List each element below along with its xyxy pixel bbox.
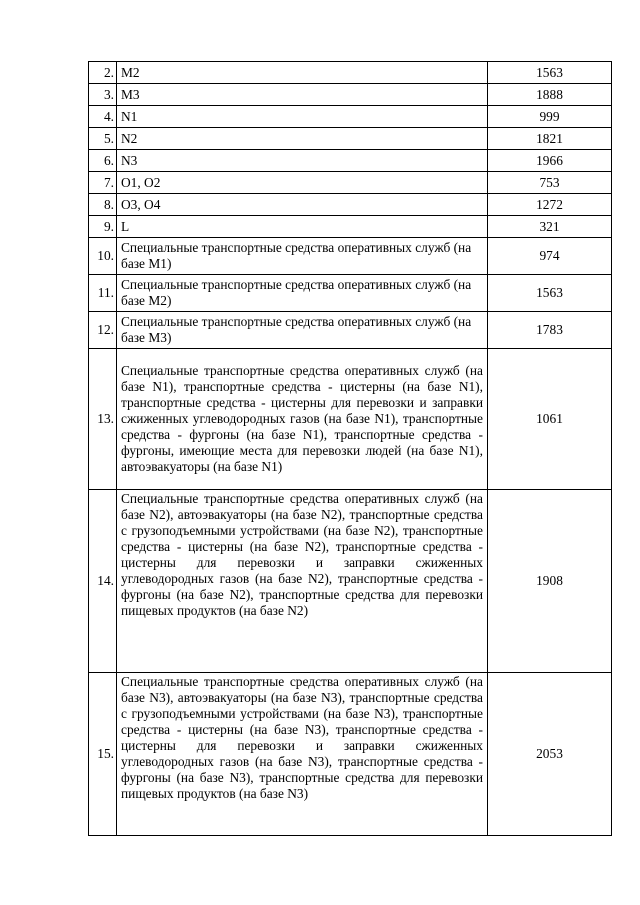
- table-row: [89, 490, 612, 673]
- row-description: N3: [117, 150, 488, 172]
- table-row: [89, 216, 612, 238]
- table-row: [89, 194, 612, 216]
- table-row: [89, 172, 612, 194]
- row-value: 1061: [488, 349, 612, 490]
- row-value: 2053: [488, 673, 612, 836]
- row-description: Специальные транспортные средства оперативных служб (на базе N1), транспортные средства - цистерны (на базе N1), транспортные средства - цистерны для перевозки и заправки сжиженных углеводородных газов (на базе N1), транспортные средства - фургоны (на базе N1), транспортные средства - фургоны, имеющие места для перевозки людей (на базе N1), автоэвакуаторы (на базе N1): [117, 349, 488, 490]
- table-row: [89, 128, 612, 150]
- table-row: [89, 62, 612, 84]
- table-row: [89, 349, 612, 490]
- row-value: 1888: [488, 84, 612, 106]
- row-number: 4.: [89, 106, 117, 128]
- row-description: Специальные транспортные средства оперативных служб (на базе M2): [117, 275, 488, 312]
- row-number: 14.: [89, 490, 117, 673]
- row-value: 1272: [488, 194, 612, 216]
- row-number: 9.: [89, 216, 117, 238]
- table-row: [89, 238, 612, 275]
- vehicle-category-table: [88, 61, 612, 836]
- row-value: 753: [488, 172, 612, 194]
- row-number: 3.: [89, 84, 117, 106]
- row-number: 6.: [89, 150, 117, 172]
- row-description: M2: [117, 62, 488, 84]
- row-description: Специальные транспортные средства оперативных служб (на базе N2), автоэвакуаторы (на базе N2), транспортные средства с грузоподъемными устройствами (на базе N2), транспортные средства - цистерны (на базе N2), транспортные средства - цистерны для перевозки и заправки сжиженных углеводородных газов (на базе N2), транспортные средства - фургоны (на базе N2), транспортные средства для перевозки пищевых продуктов (на базе N2): [117, 490, 488, 673]
- row-value: 1908: [488, 490, 612, 673]
- row-value: 974: [488, 238, 612, 275]
- row-description: O1, O2: [117, 172, 488, 194]
- table-row: [89, 106, 612, 128]
- row-value: 1563: [488, 275, 612, 312]
- row-description: L: [117, 216, 488, 238]
- row-description: M3: [117, 84, 488, 106]
- row-value: 1821: [488, 128, 612, 150]
- row-value: 999: [488, 106, 612, 128]
- table-row: [89, 150, 612, 172]
- row-number: 2.: [89, 62, 117, 84]
- row-description: N1: [117, 106, 488, 128]
- row-value: 1966: [488, 150, 612, 172]
- row-description: Специальные транспортные средства оперативных служб (на базе N3), автоэвакуаторы (на базе N3), транспортные средства с грузоподъемными устройствами (на базе N3), транспортные средства - цистерны (на базе N3), транспортные средства - цистерны для перевозки и заправки сжиженных углеводородных газов (на базе N3), транспортные средства - фургоны (на базе N3), транспортные средства для перевозки пищевых продуктов (на базе N3): [117, 673, 488, 836]
- row-number: 8.: [89, 194, 117, 216]
- row-number: 11.: [89, 275, 117, 312]
- table-row: [89, 84, 612, 106]
- row-value: 1563: [488, 62, 612, 84]
- row-number: 12.: [89, 312, 117, 349]
- row-number: 15.: [89, 673, 117, 836]
- table-row: [89, 312, 612, 349]
- row-description: Специальные транспортные средства оперативных служб (на базе M3): [117, 312, 488, 349]
- row-number: 13.: [89, 349, 117, 490]
- row-number: 5.: [89, 128, 117, 150]
- row-number: 10.: [89, 238, 117, 275]
- row-description: Специальные транспортные средства оперативных служб (на базе M1): [117, 238, 488, 275]
- row-value: 1783: [488, 312, 612, 349]
- row-value: 321: [488, 216, 612, 238]
- row-description: N2: [117, 128, 488, 150]
- table-row: [89, 673, 612, 836]
- row-description: O3, O4: [117, 194, 488, 216]
- table-row: [89, 275, 612, 312]
- row-number: 7.: [89, 172, 117, 194]
